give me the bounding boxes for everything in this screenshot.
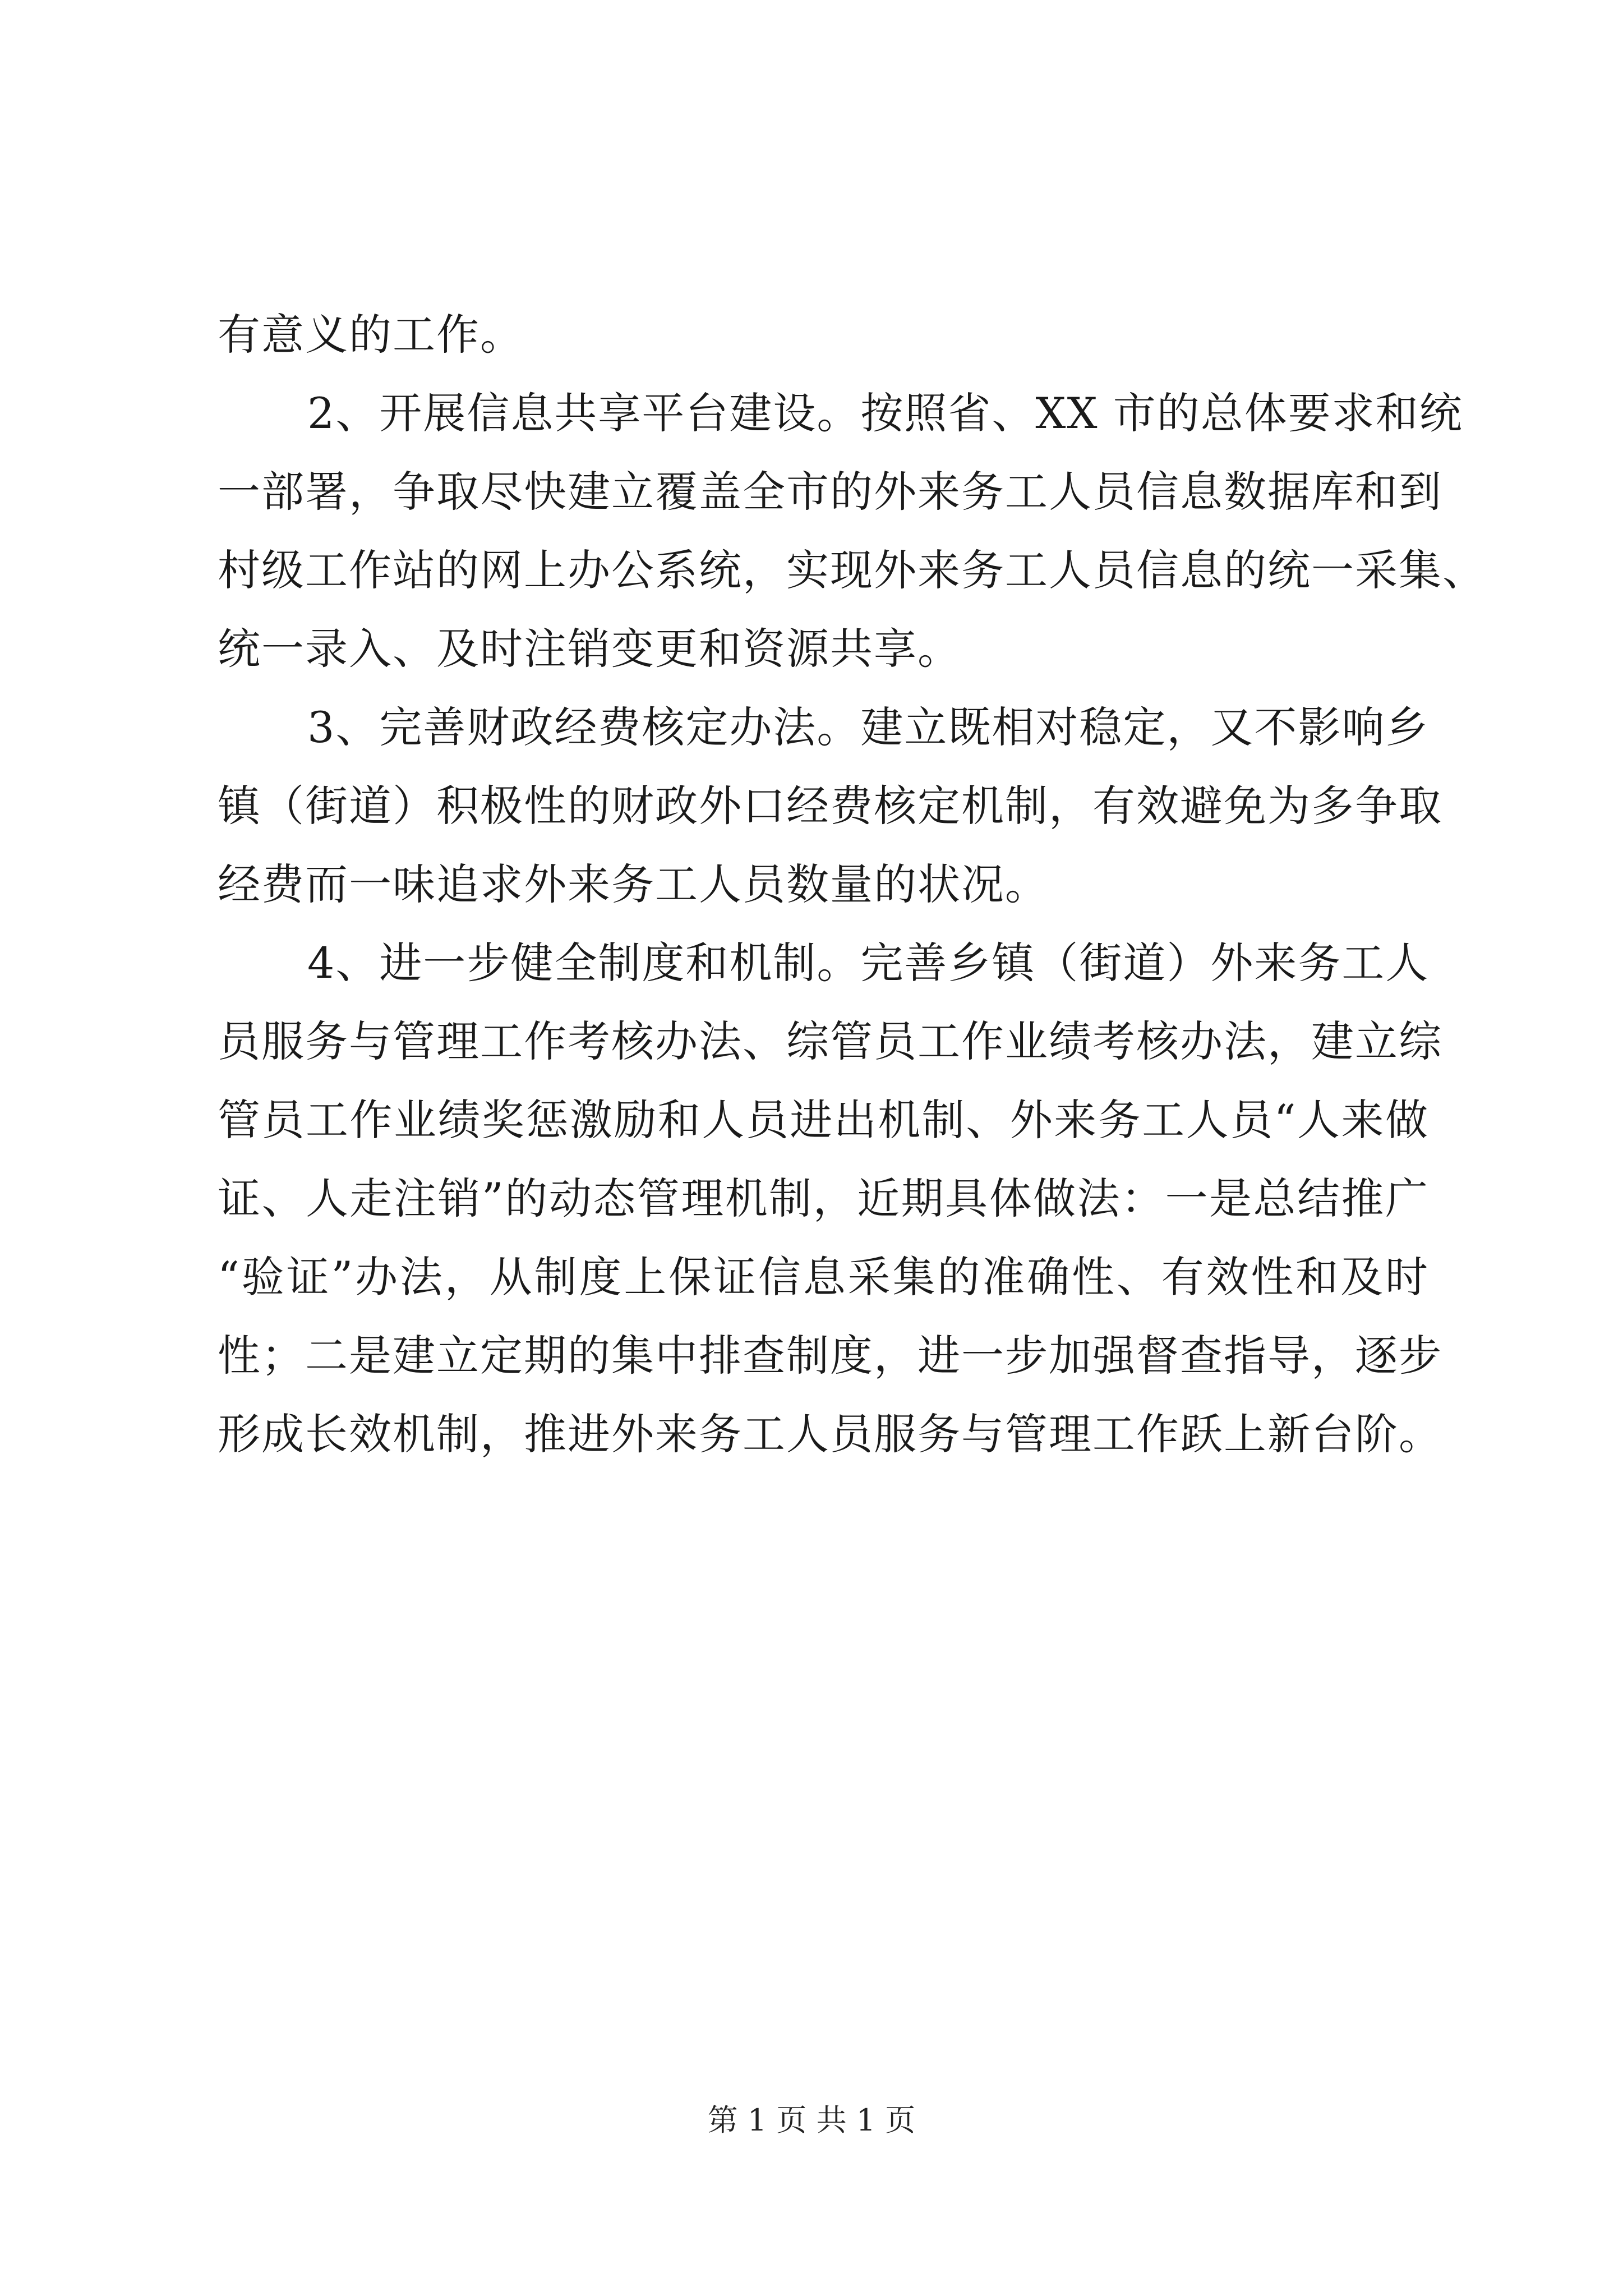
paragraph-2-heading-line: 2、开展信息共享平台建设。按照省、XX 市的总体要求和统 bbox=[307, 388, 1463, 438]
text-line: 管员工作业绩奖惩激励和人员进出机制、外来务工人员“人来做 bbox=[218, 1095, 1429, 1145]
text-line: 一部署，争取尽快建立覆盖全市的外来务工人员信息数据库和到 bbox=[218, 467, 1442, 517]
text-line: 镇（街道）积极性的财政外口经费核定机制，有效避免为多争取 bbox=[218, 781, 1442, 831]
text-line: “验证”办法，从制度上保证信息采集的准确性、有效性和及时 bbox=[218, 1252, 1429, 1302]
text-line: 形成长效机制，推进外来务工人员服务与管理工作跃上新台阶。 bbox=[218, 1409, 1442, 1459]
page-footer: 第 1 页 共 1 页 bbox=[707, 2102, 916, 2138]
paragraph-4-heading-line: 4、进一步健全制度和机制。完善乡镇（街道）外来务工人 bbox=[307, 938, 1430, 988]
text-line: 员服务与管理工作考核办法、综管员工作业绩考核办法，建立综 bbox=[218, 1016, 1442, 1066]
text-line: 性；二是建立定期的集中排查制度，进一步加强督查指导，逐步 bbox=[218, 1331, 1442, 1381]
text-line: 统一录入、及时注销变更和资源共享。 bbox=[218, 624, 961, 674]
text-line: 经费而一味追求外来务工人员数量的状况。 bbox=[218, 859, 1049, 909]
text-line: 证、人走注销”的动态管理机制，近期具体做法：一是总结推广 bbox=[218, 1174, 1429, 1223]
text-line: 村级工作站的网上办公系统，实现外来务工人员信息的统一采集、 bbox=[218, 545, 1486, 595]
paragraph-3-heading-line: 3、完善财政经费核定办法。建立既相对稳定，又不影响乡 bbox=[307, 702, 1430, 752]
text-line: 有意义的工作。 bbox=[218, 310, 524, 360]
